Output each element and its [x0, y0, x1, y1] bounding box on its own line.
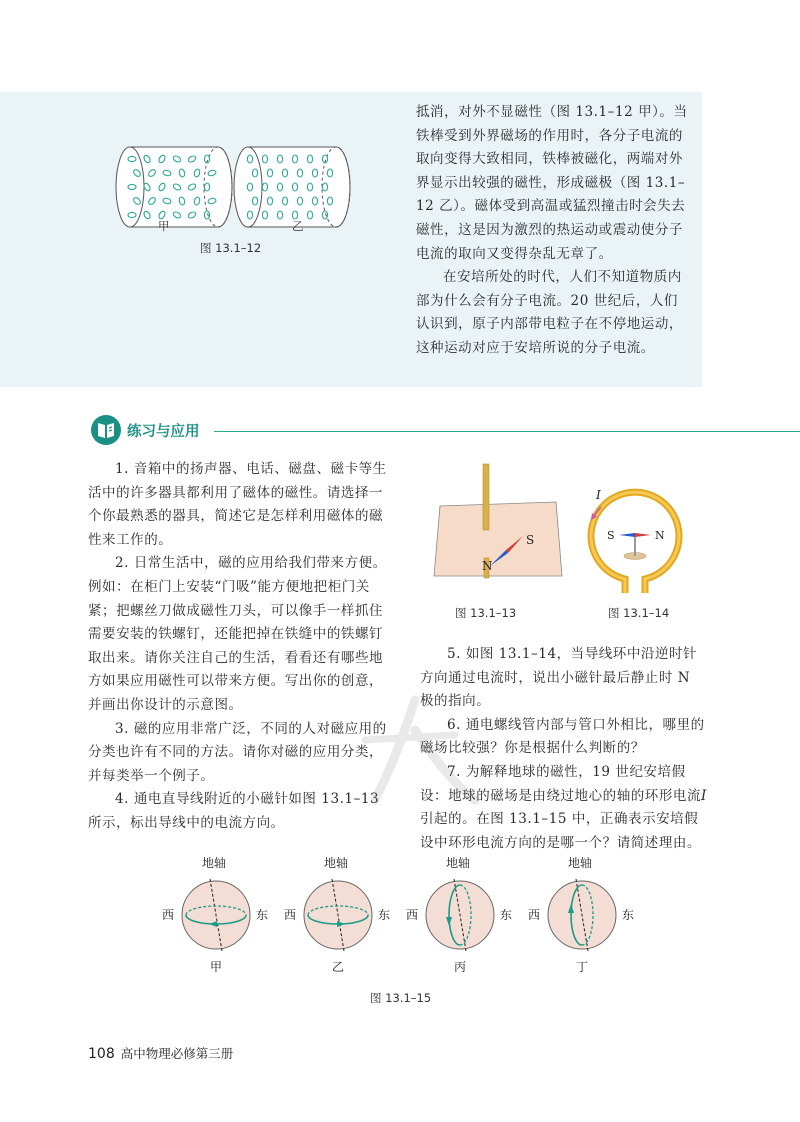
question-2: 2. 日常生活中，磁的应用给我们带来方便。例如：在柜门上安装“门吸”能方便地把柜门关紧；把螺丝刀做成磁性刀头，可以像手一样抓住需要安装的铁螺钉，还能把掉在铁缝中的铁螺钉取出来。请你关注自己的生活，看看还有哪些地方如果应用磁性可以带来方便。写出你的创意，并画出你设计的示意图。 [88, 555, 387, 713]
west-label: 西 [284, 908, 297, 922]
reading-paragraph-1: 抵消，对外不显磁性（图 13.1–12 甲）。当铁棒受到外界磁场的作用时，各分子电流的取向变得大致相同，铁棒被磁化，两端对外界显示出较强的磁性，形成磁极（图 13.1–12 乙）。磁体受到高温或猛烈撞击时会失去磁性，这是因为激烈的热运动或震动使分子电流的取向又变得杂乱无章了。 [416, 104, 688, 262]
question-1: 1. 音箱中的扬声器、电话、磁盘、磁卡等生活中的许多器具都利用了磁体的磁性。请选择一个你最熟悉的器具，简述它是怎样利用磁体的磁性来工作的。 [88, 461, 387, 548]
axis-label: 地轴 [324, 856, 349, 870]
questions-right [420, 643, 707, 855]
fig13-north-label: N [482, 559, 493, 573]
question-6: 6. 通电螺线管内部与管口外相比，哪里的磁场比较强？你是根据什么判断的？ [420, 716, 705, 757]
east-label: 东 [500, 908, 513, 922]
exercise-title: 练习与应用 [127, 424, 200, 440]
figure-13-1-14 [585, 485, 685, 600]
cylinder-disordered [116, 147, 232, 227]
current-arrow [209, 921, 217, 927]
figure-13-1-12 [100, 135, 370, 245]
fig14-north-label: N [655, 529, 665, 542]
fig13-south-label: S [526, 533, 535, 547]
globe-sub-label: 丙 [454, 960, 467, 974]
fig12-label-left: 甲 [158, 219, 170, 233]
globe-sub-label: 乙 [332, 960, 345, 974]
globe-3 [406, 855, 512, 974]
fig14-south-label: S [607, 529, 615, 542]
globe-4 [528, 855, 634, 974]
axis-label: 地轴 [568, 856, 593, 870]
exercise-divider [214, 431, 800, 432]
current-arrow [446, 917, 452, 926]
question-4: 4. 通电直导线附近的小磁针如图 13.1–13 所示，标出导线中的电流方向。 [88, 791, 380, 831]
figure-13-1-13 [428, 458, 568, 583]
current-arrow [568, 904, 574, 913]
fig15-caption: 图 13.1–15 [370, 991, 432, 1005]
axis-label: 地轴 [446, 856, 471, 870]
fig12-label-right: 乙 [292, 219, 304, 233]
globe-sub-label: 丁 [576, 960, 589, 974]
question-7: 7. 为解释地球的磁性，19 世纪安培假设：地球的磁场是由绕过地心的轴的环形电流I引起的。在图 13.1–15 中，正确表示安培假设中环形电流方向的是哪一个？请简述理由。 [420, 763, 707, 851]
east-label: 东 [256, 908, 269, 922]
axis-label: 地轴 [202, 856, 227, 870]
east-label: 东 [378, 908, 391, 922]
fig14-caption: 图 13.1–14 [608, 606, 670, 620]
globe-sub-label: 甲 [210, 960, 223, 974]
page-number: 108 [88, 1046, 115, 1062]
globe-2 [284, 855, 390, 974]
west-label: 西 [528, 908, 541, 922]
fig12-caption: 图 13.1–12 [200, 241, 262, 255]
question-5: 5. 如图 13.1–14，当导线环中沿逆时针方向通过电流时，说出小磁针最后静止时 N 极的指向。 [420, 646, 698, 710]
question-3: 3. 磁的应用非常广泛，不同的人对磁应用的分类也许有不同的方法。请你对磁的应用分类，并每类举一个例子。 [88, 720, 387, 784]
reading-paragraph-2: 在安培所处的时代，人们不知道物质内部为什么会有分子电流。20 世纪后，人们认识到，原子内部带电粒子在不停地运动，这种运动对应于安培所说的分子电流。 [416, 269, 683, 356]
page-footer [88, 1044, 233, 1062]
exercise-book-icon [90, 414, 122, 446]
reading-text [416, 101, 692, 361]
current-arrow [337, 921, 345, 927]
fig14-current-label: I [596, 488, 601, 502]
cylinder-ordered [234, 147, 350, 227]
book-title: 高中物理必修第三册 [120, 1046, 234, 1061]
questions-left [88, 458, 388, 836]
east-label: 东 [622, 908, 635, 922]
globe-1 [162, 855, 268, 974]
current-symbol: I [701, 787, 707, 804]
west-label: 西 [162, 908, 175, 922]
west-label: 西 [406, 908, 419, 922]
fig13-caption: 图 13.1–13 [455, 606, 517, 620]
